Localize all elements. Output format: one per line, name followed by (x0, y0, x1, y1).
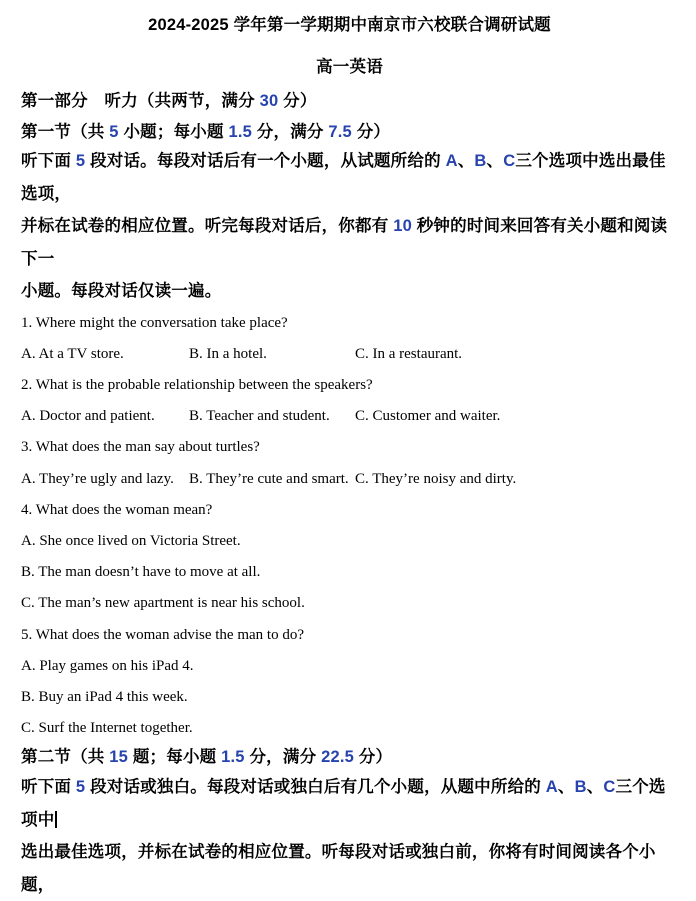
question-block-2 (21, 370, 678, 432)
section1-heading: 第一节（共 5 小题；每小题 1.5 分，满分 7.5 分） (21, 123, 391, 141)
question-text: 3. What does the man say about turtles? (21, 439, 260, 456)
option-row (21, 339, 678, 370)
option-a: A. Play games on his iPad 4. (21, 657, 194, 674)
question-block-1 (21, 308, 678, 370)
question-text: 5. What does the woman advise the man to do? (21, 626, 304, 643)
option-b: B. In a hotel. (189, 345, 267, 362)
option-c: C. They’re noisy and dirty. (355, 470, 517, 487)
instruction-line: 小题。每段对话仅读一遍。 (21, 282, 222, 300)
question-text: 4. What does the woman mean? (21, 501, 213, 518)
question-block-4 (21, 495, 678, 620)
option-b: B. Teacher and student. (189, 408, 330, 425)
instruction-line: 听下面 5 段对话。每段对话后有一个小题，从试题所给的 A、B、C三个选项中选出最佳选项， (21, 152, 666, 203)
instruction-line: 选出最佳选项，并标在试卷的相应位置。听每段对话或独白前，你将有时间阅读各个小题， (21, 843, 656, 894)
option-a: A. At a TV store. (21, 345, 124, 362)
option-a: A. She once lived on Victoria Street. (21, 532, 241, 549)
exam-title: 2024-2025 学年第一学期期中南京市六校联合调研试题 (148, 16, 551, 34)
instruction-line: 并标在试卷的相应位置。听完每段对话后，你都有 10 秒钟的时间来回答有关小题和阅读下一 (21, 217, 668, 268)
option-b: B. The man doesn’t have to move at all. (21, 564, 261, 581)
section2-heading: 第二节（共 15 题；每小题 1.5 分，满分 22.5 分） (21, 748, 393, 767)
option-c: C. Surf the Internet together. (21, 720, 193, 737)
option-a: A. They’re ugly and lazy. (21, 470, 174, 487)
section1-instructions (21, 145, 678, 308)
option-c: C. The man’s new apartment is near his school. (21, 595, 305, 612)
text-cursor-bar (55, 811, 57, 828)
question-block-3 (21, 432, 678, 494)
instruction-line: 听下面 5 段对话或独白。每段对话或独白后有几个小题，从题中所给的 A、B、C三个选项中 (21, 778, 666, 829)
question-text: 1. Where might the conversation take place? (21, 314, 288, 331)
option-row (21, 401, 678, 432)
option-b: B. Buy an iPad 4 this week. (21, 688, 188, 705)
question-text: 2. What is the probable relationship between the speakers? (21, 376, 373, 393)
option-b: B. They’re cute and smart. (189, 470, 349, 487)
option-a: A. Doctor and patient. (21, 408, 155, 425)
question-block-5 (21, 620, 678, 745)
section2-instructions (21, 771, 678, 901)
part1-heading: 第一部分 听力（共两节，满分 30 分） (21, 92, 317, 110)
exam-subtitle: 高一英语 (316, 58, 383, 76)
option-row (21, 464, 678, 495)
option-c: C. Customer and waiter. (355, 408, 501, 425)
option-c: C. In a restaurant. (355, 345, 463, 362)
